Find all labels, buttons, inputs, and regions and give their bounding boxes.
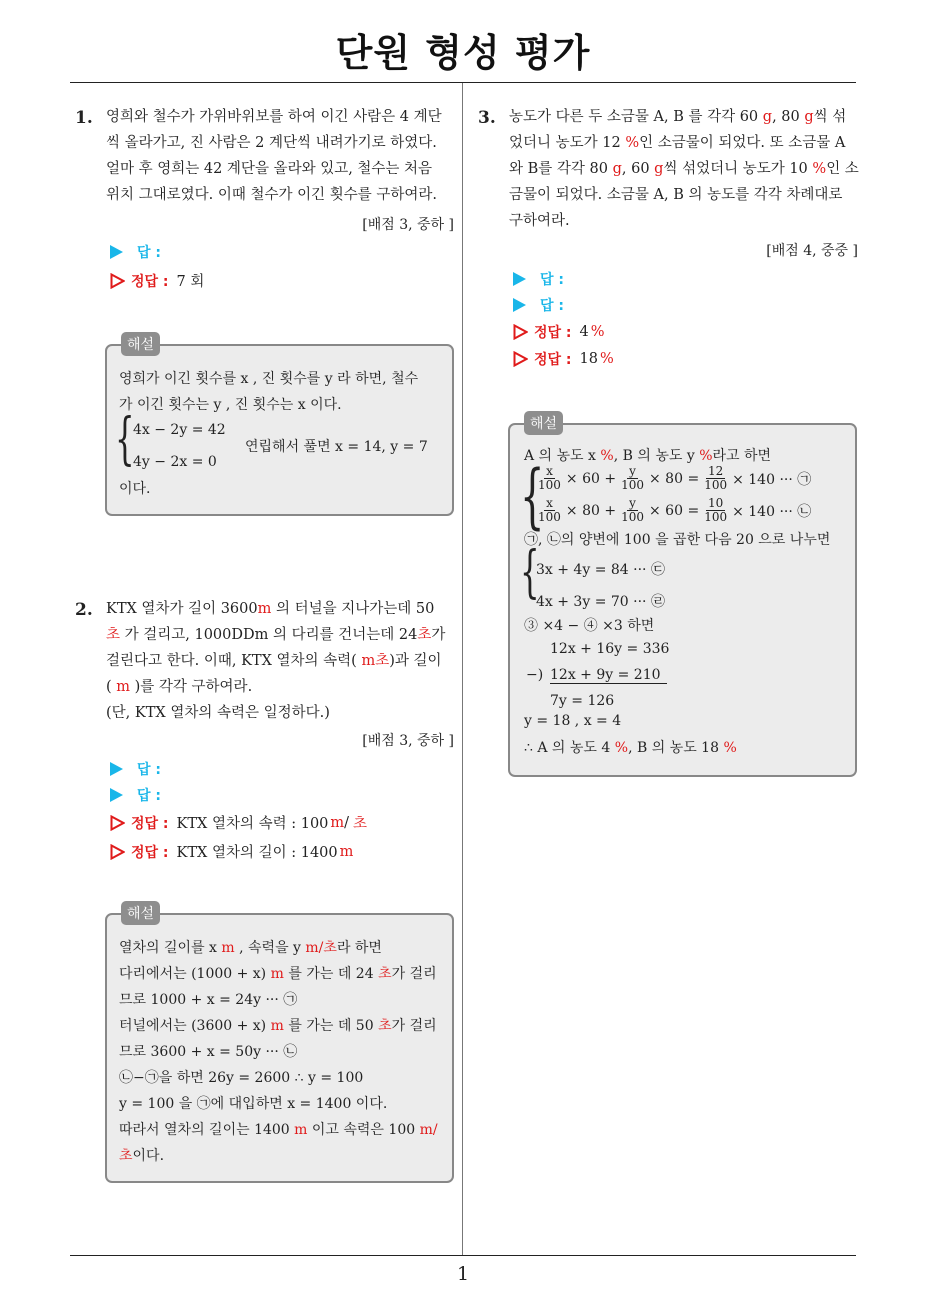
question-1-line: 위치 그대로였다. 이때 철수가 이긴 횟수를 구하여라.: [106, 187, 438, 203]
question-3-correct-row: [513, 322, 605, 342]
unit: m: [339, 843, 354, 860]
question-3-answer-row[interactable]: [513, 295, 564, 315]
correct-value: KTX 열차의 길이 : 1400: [176, 845, 338, 861]
solution-line: ㉠, ㉡의 양변에 100 을 곱한 다음 20 으로 나누면: [524, 532, 831, 548]
solution-box-3: [508, 416, 857, 777]
correct-label: 정답 :: [534, 325, 572, 341]
answer-label: 답 :: [137, 762, 161, 778]
correct-value: 18: [579, 351, 598, 367]
outline-triangle-icon: [513, 324, 528, 340]
question-2-line: 초 가 걸리고, 1000DDm 의 다리를 건너는데 24초가: [106, 627, 446, 643]
correct-value: 7 회: [176, 274, 205, 290]
question-2-correct-row: [110, 812, 367, 833]
question-2-text: [106, 596, 458, 726]
equation: 4x + 3y = 70 ··· ㉣: [536, 594, 665, 610]
question-3-line: 구하여라.: [509, 213, 570, 229]
solution-line: 가 이긴 횟수는 y , 진 횟수는 x 이다.: [119, 397, 342, 413]
calc-line: 12x + 9y = 210: [550, 667, 667, 684]
question-3-meta: [배점 4, 중중 ]: [766, 243, 858, 259]
calc-line: 7y = 126: [550, 693, 615, 709]
question-2-line: (단, KTX 열차의 속력은 일정하다.): [106, 705, 330, 721]
question-1-line: 씩 올라가고, 진 사람은 2 계단씩 내려가기로 하였다.: [106, 135, 437, 151]
question-2-line: KTX 열차가 길이 3600m 의 터널을 지나가는데 50: [106, 601, 435, 617]
play-icon: [110, 245, 123, 259]
equation: 3x + 4y = 84 ··· ㉢: [536, 562, 665, 578]
outline-triangle-icon: [110, 273, 125, 289]
solution-line: 므로 3600 + x = 50y ··· ㉡: [119, 1044, 298, 1060]
outline-triangle-icon: [110, 844, 125, 860]
solution-line: 연립해서 풀면 x = 14, y = 7: [245, 439, 428, 455]
question-1-line: 얼마 후 영희는 42 계단을 올라와 있고, 철수는 처음: [106, 161, 433, 177]
play-icon: [110, 762, 123, 776]
question-3-line: 었더니 농도가 12 %인 소금물이 되었다. 또 소금물 A: [509, 135, 846, 151]
question-2-answer-row[interactable]: [110, 785, 161, 805]
correct-value: KTX 열차의 속력 : 100: [176, 816, 329, 832]
solution-line: 초이다.: [119, 1148, 165, 1164]
answer-label: 답 :: [540, 272, 564, 288]
question-3-line: 농도가 다른 두 소금물 A, B 를 각각 60 g, 80 g씩 섞: [509, 109, 847, 125]
play-icon: [513, 298, 526, 312]
fraction-equation-1: $\frac{x}{100}$ × 60 + $\frac{y}{100}$ × 80 = $\frac{12}{100}$ × 140 ··· ㉠: [538, 464, 812, 492]
correct-label: 정답 :: [534, 352, 572, 368]
solution-line: A 의 농도 x %, B 의 농도 y %라고 하면: [524, 448, 772, 464]
calc-line: 12x + 16y = 336: [550, 641, 670, 657]
correct-label: 정답 :: [131, 844, 169, 861]
column-divider: [462, 83, 463, 1256]
solution-line: y = 18 , x = 4: [524, 713, 622, 729]
brace-symbol: {: [115, 407, 135, 472]
outline-triangle-icon: [110, 815, 125, 831]
question-3-line: 금물이 되었다. 소금물 A, B 의 농도를 각각 차례대로: [509, 187, 843, 203]
solution-box-2: [105, 906, 454, 1183]
answer-label: 답 :: [137, 245, 161, 261]
solution-line: 이다.: [119, 481, 151, 497]
question-3-line: 와 B를 각각 80 g, 60 g씩 섞었더니 농도가 10 %인 소: [509, 161, 859, 177]
solution-line: ∴ A 의 농도 4 %, B 의 농도 18 %: [524, 740, 737, 756]
unit: m: [330, 814, 345, 831]
header-rule: [70, 82, 856, 83]
question-2-line: 걸린다고 한다. 이때, KTX 열차의 속력( m초)과 길이: [106, 653, 442, 669]
solution-tag: 해설: [121, 332, 160, 356]
correct-value: 4: [579, 324, 589, 340]
question-2-line: ( m )를 각각 구하여라.: [106, 679, 253, 695]
solution-line: y = 100 을 ㉠에 대입하면 x = 1400 이다.: [119, 1096, 388, 1112]
unit: %: [599, 351, 614, 367]
question-1-answer-row[interactable]: [110, 242, 161, 262]
question-2-meta: [배점 3, 중하 ]: [362, 733, 454, 749]
question-3-answer-row[interactable]: [513, 269, 564, 289]
solution-line: ㉡−㉠을 하면 26y = 2600 ∴ y = 100: [119, 1070, 364, 1086]
brace-symbol: {: [520, 455, 545, 537]
unit: 초: [353, 816, 368, 832]
solution-line: ③ ×4 − ④ ×3 하면: [524, 618, 655, 634]
question-3-text: [509, 104, 861, 234]
fraction-equation-2: $\frac{x}{100}$ × 80 + $\frac{y}{100}$ × 60 = $\frac{10}{100}$ × 140 ··· ㉡: [538, 496, 812, 524]
question-3-number: 3.: [478, 108, 496, 128]
solution-line: 영희가 이긴 횟수를 x , 진 횟수를 y 라 하면, 철수: [119, 371, 419, 387]
unit: %: [590, 324, 605, 340]
answer-label: 답 :: [137, 788, 161, 804]
question-1-number: 1.: [75, 108, 93, 128]
play-icon: [110, 788, 123, 802]
question-2-correct-row: [110, 841, 353, 862]
solution-line: 따라서 열차의 길이는 1400 m 이고 속력은 100 m/: [119, 1122, 438, 1138]
solution-tag: 해설: [524, 411, 563, 435]
question-1-correct-row: [110, 270, 204, 291]
answer-label: 답 :: [540, 298, 564, 314]
solution-tag: 해설: [121, 901, 160, 925]
equation: 4x − 2y = 42: [133, 422, 226, 438]
unit-slash: /: [344, 814, 350, 831]
question-2-answer-row[interactable]: [110, 759, 161, 779]
page-title: 단원 형성 평가: [335, 31, 591, 75]
question-3-correct-row: [513, 349, 614, 369]
question-1-line: 영희와 철수가 가위바위보를 하여 이긴 사람은 4 계단: [106, 109, 442, 125]
question-1-text: [106, 104, 456, 208]
footer-rule: [70, 1255, 856, 1256]
correct-label: 정답 :: [131, 815, 169, 832]
equation: 4y − 2x = 0: [133, 454, 217, 470]
solution-line: 열차의 길이를 x m , 속력을 y m/초라 하면: [119, 940, 382, 956]
question-2-number: 2.: [75, 600, 93, 620]
outline-triangle-icon: [513, 351, 528, 367]
question-1-meta: [배점 3, 중하 ]: [362, 217, 454, 233]
brace-symbol: {: [520, 540, 540, 605]
page-number: 1: [456, 1263, 470, 1285]
solution-line: 터널에서는 (3600 + x) m 를 가는 데 50 초가 걸리: [119, 1018, 437, 1034]
solution-line: 다리에서는 (1000 + x) m 를 가는 데 24 초가 걸리: [119, 966, 437, 982]
calc-operator: −): [526, 667, 544, 683]
play-icon: [513, 272, 526, 286]
solution-box-1: [105, 337, 454, 516]
solution-line: 므로 1000 + x = 24y ··· ㉠: [119, 992, 298, 1008]
correct-label: 정답 :: [131, 273, 169, 290]
